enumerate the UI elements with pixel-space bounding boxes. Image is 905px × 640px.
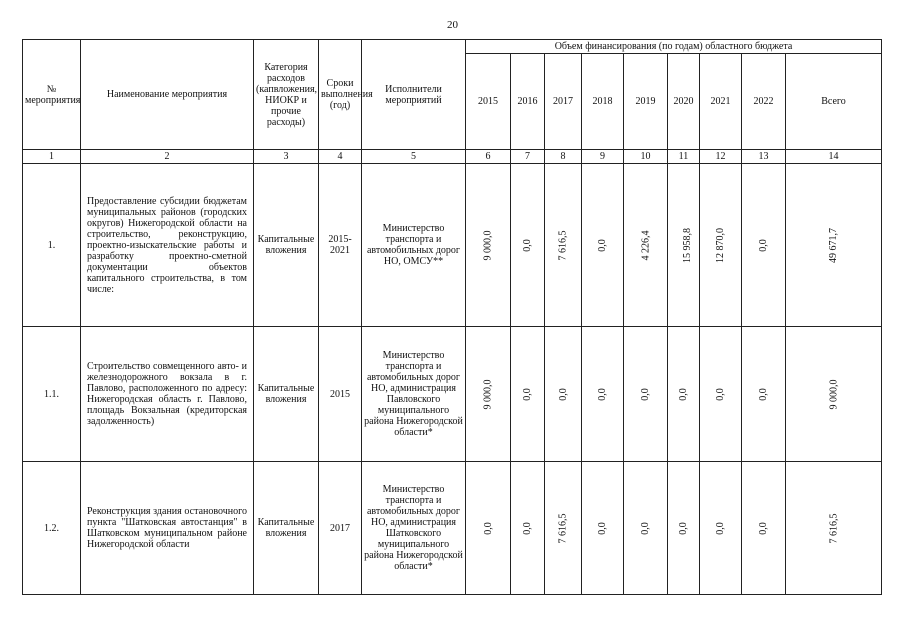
funding-table xyxy=(22,39,882,595)
header-year: 2019 xyxy=(624,54,668,150)
row-value: 0,0 xyxy=(482,521,494,535)
header-funding: Объем финансирования (по годам) областного бюджета xyxy=(466,40,882,54)
row-value: 0,0 xyxy=(640,387,651,401)
row-value: 0,0 xyxy=(597,521,608,535)
table-row xyxy=(23,462,882,595)
row-value-cell xyxy=(700,164,742,327)
header-year: 2021 xyxy=(700,54,742,150)
row-total-cell xyxy=(786,327,882,462)
row-value: 4 226,4 xyxy=(640,230,651,260)
page-number: 20 xyxy=(447,19,458,31)
row-value-cell xyxy=(624,327,668,462)
header-year: 2015 xyxy=(466,54,511,150)
header-year: 2016 xyxy=(511,54,545,150)
row-term: 2015 xyxy=(319,327,362,462)
row-value: 7 616,5 xyxy=(557,513,569,543)
row-total: 49 671,7 xyxy=(828,227,839,263)
row-value-cell xyxy=(466,327,511,462)
row-value-cell xyxy=(511,462,545,595)
header-year: 2020 xyxy=(668,54,700,150)
row-value-cell xyxy=(742,462,786,595)
column-number: 7 xyxy=(511,150,545,164)
row-value-cell xyxy=(742,164,786,327)
header-total: Всего xyxy=(786,54,882,150)
row-value: 9 000,0 xyxy=(482,379,494,409)
row-value: 0,0 xyxy=(522,238,533,252)
row-executors: Министерство транспорта и автомобильных дорог НО, ОМСУ** xyxy=(362,164,466,327)
row-executors: Министерство транспорта и автомобильных дорог НО, администрация Шатковского муниципального района Нижегородской области* xyxy=(362,462,466,595)
header-year: 2022 xyxy=(742,54,786,150)
row-value-cell xyxy=(742,327,786,462)
row-value: 0,0 xyxy=(522,387,533,401)
column-number: 2 xyxy=(81,150,254,164)
column-number: 6 xyxy=(466,150,511,164)
row-value: 12 870,0 xyxy=(715,227,726,263)
row-category: Капитальные вложения xyxy=(254,164,319,327)
row-value-cell xyxy=(545,164,582,327)
row-value-cell xyxy=(668,327,700,462)
row-value: 0,0 xyxy=(715,387,726,401)
header-row xyxy=(23,40,882,54)
row-value-cell xyxy=(668,462,700,595)
row-name: Реконструкция здания остановочного пункта "Шатковская автостанция" в Шатковском муниципальном районе Нижегородской области xyxy=(81,462,254,595)
row-value-cell xyxy=(466,462,511,595)
row-value: 0,0 xyxy=(557,387,569,401)
row-executors: Министерство транспорта и автомобильных дорог НО, администрация Павловского муниципального района Нижегородской области* xyxy=(362,327,466,462)
row-number: 1.2. xyxy=(23,462,81,595)
row-total: 7 616,5 xyxy=(828,513,839,543)
row-value-cell xyxy=(545,327,582,462)
row-value-cell xyxy=(582,164,624,327)
row-name: Предоставление субсидии бюджетам муниципальных районов (городских округов) Нижегородской области на строительство, реконструкцию, проектно-изыскательские работы и разработку проектно-сметной документации объектов капитального строительства, в том числе: xyxy=(81,164,254,327)
table-row xyxy=(23,164,882,327)
row-value: 0,0 xyxy=(597,387,608,401)
column-number: 3 xyxy=(254,150,319,164)
column-number-row xyxy=(23,150,882,164)
row-total-cell xyxy=(786,164,882,327)
header-category: Категория расходов (капвложения, НИОКР и прочие расходы) xyxy=(254,40,319,150)
row-term: 2015-2021 xyxy=(319,164,362,327)
column-number: 5 xyxy=(362,150,466,164)
row-category: Капитальные вложения xyxy=(254,462,319,595)
row-total: 9 000,0 xyxy=(828,379,839,409)
row-value: 0,0 xyxy=(758,521,769,535)
column-number: 9 xyxy=(582,150,624,164)
header-name: Наименование мероприятия xyxy=(81,40,254,150)
column-number: 1 xyxy=(23,150,81,164)
table-row xyxy=(23,327,882,462)
column-number: 14 xyxy=(786,150,882,164)
row-value: 9 000,0 xyxy=(482,230,494,260)
row-value: 0,0 xyxy=(758,238,769,252)
row-term: 2017 xyxy=(319,462,362,595)
row-value-cell xyxy=(511,164,545,327)
row-value: 7 616,5 xyxy=(557,230,569,260)
row-number: 1.1. xyxy=(23,327,81,462)
row-value: 0,0 xyxy=(758,387,769,401)
row-value-cell xyxy=(582,462,624,595)
column-number: 12 xyxy=(700,150,742,164)
header-executors: Исполнители мероприятий xyxy=(362,40,466,150)
row-total-cell xyxy=(786,462,882,595)
row-value: 15 958,8 xyxy=(682,227,693,263)
row-value-cell xyxy=(700,327,742,462)
header-year: 2017 xyxy=(545,54,582,150)
row-category: Капитальные вложения xyxy=(254,327,319,462)
row-value-cell xyxy=(624,164,668,327)
row-value: 0,0 xyxy=(597,238,608,252)
column-number: 4 xyxy=(319,150,362,164)
row-value-cell xyxy=(668,164,700,327)
row-value-cell xyxy=(624,462,668,595)
row-number: 1. xyxy=(23,164,81,327)
column-number: 8 xyxy=(545,150,582,164)
row-name: Строительство совмещенного авто- и железнодорожного вокзала в г. Павлово, расположенного по адресу: Нижегородская область г. Павлово, площадь Вокзальная (кредиторская задолженность) xyxy=(81,327,254,462)
header-term: Сроки выполнения (год) xyxy=(319,40,362,150)
row-value: 0,0 xyxy=(522,521,533,535)
row-value: 0,0 xyxy=(640,521,651,535)
row-value-cell xyxy=(545,462,582,595)
row-value-cell xyxy=(582,327,624,462)
row-value: 0,0 xyxy=(715,521,726,535)
header-year: 2018 xyxy=(582,54,624,150)
column-number: 13 xyxy=(742,150,786,164)
row-value: 0,0 xyxy=(678,521,689,535)
header-no: № мероприятия xyxy=(23,40,81,150)
row-value: 0,0 xyxy=(678,387,689,401)
row-value-cell xyxy=(466,164,511,327)
row-value-cell xyxy=(700,462,742,595)
row-value-cell xyxy=(511,327,545,462)
column-number: 11 xyxy=(668,150,700,164)
column-number: 10 xyxy=(624,150,668,164)
